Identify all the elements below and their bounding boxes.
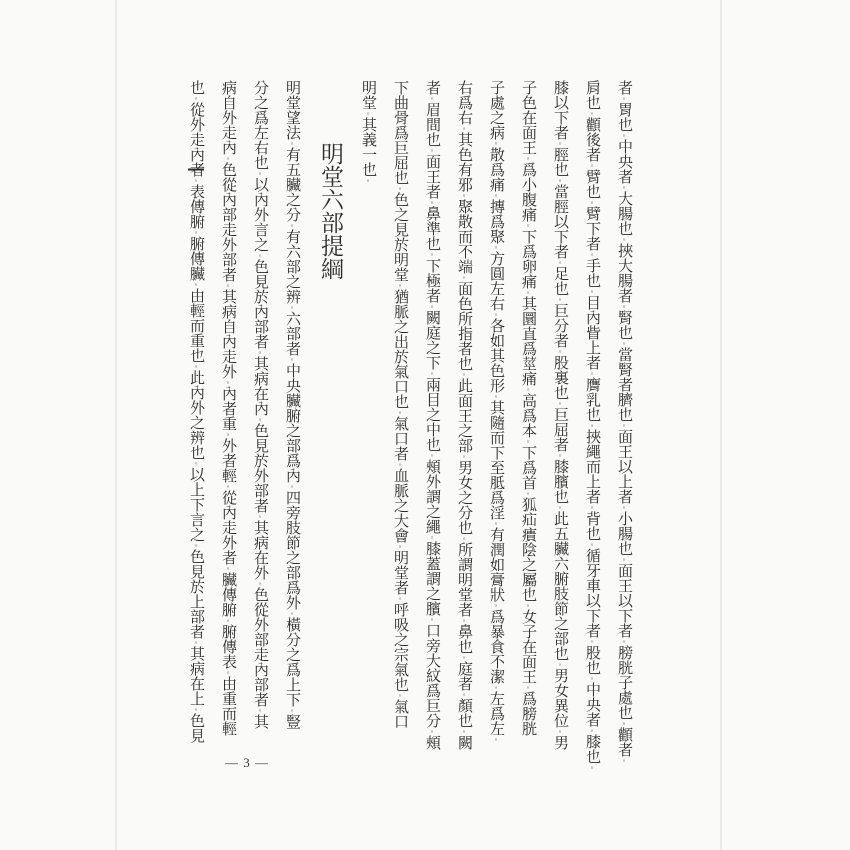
text-column: 明堂望法。有五臟之分。有六部之辨。六部者。中央臟腑之部爲內。四旁肢節之部爲外。橫分之爲上下。豎 (284, 80, 300, 729)
text-column: 者。胃也。中央者。大腸也。挾大腸者。腎也。當腎者臍也。面王以上者。小腸也。面王以下者。膀胱子處也。顴者。 (616, 80, 632, 764)
column-text: 。表傳腑。腑傳臟。由輕而重也。此內外之辨也。以上下言之。色見於上部者。其病在上。色見 (188, 177, 204, 743)
text-column: 肩也。顴後者。臂也。臂下者。手也。目內眥上者。膺乳也。挾繩而上者。背也。循牙車以下者。股也。中央者。膝也。 (584, 80, 600, 771)
column-text: 也。從外走內 (188, 80, 204, 162)
text-column: 下曲骨爲巨屈也。色之見於明堂。猶脈之出於氣口也。氣口者。血脈之大會。明堂者。呼吸之宗氣也。氣口 (392, 80, 408, 729)
text-column: 分之爲左右也。以內外言之。色見於內部者。其病在內。色見於外部者。其病在外。色從外部走內部者。其 (252, 80, 268, 729)
text-column: 明堂。其義一也。 (360, 80, 376, 184)
page-number: — 3 — (225, 755, 269, 770)
vertical-text-block (180, 80, 640, 792)
text-column: 者。眉間也。面王者。鼻準也。下極者。闕庭之下。兩目之中也。頰外謂之繩。膝蓋謂之臏。口旁大紋爲巨分。頰 (424, 80, 440, 750)
corrected-char: 者 (188, 162, 204, 177)
page-edge-shadow-right (720, 0, 722, 850)
page-edge-shadow-left (115, 0, 117, 850)
text-column: 膝以下者。脛也。當脛以下者。足也。巨分者。股裏也。巨屈者。膝臏也。此五臟六腑肢節之部也。男女異位。男 (552, 80, 568, 750)
text-column: 病自外走內。色從內部走外部者。其病自內走外。內者重。外者輕。從內走外者。臟傳腑。腑傳表。由重而輕 (220, 80, 236, 736)
text-column: 右爲右。其色有邪。聚散而不端。面色所指者也。此面王之部。男女之分也。所謂明堂者。鼻也。庭者。顏也。闕 (456, 80, 472, 750)
text-column (180, 80, 212, 792)
text-column: 子處之病。散爲痛。摶爲聚。方圓左右。各如其色形。其隨而下至胝爲淫。有潤如膏狀。爲暴食不潔。左爲左。 (488, 80, 504, 743)
section-heading: 明堂六部提綱 (318, 142, 343, 280)
text-column: 子色在面王。爲小腹痛。下爲卵痛。其圜直爲莖痛。高爲本。下爲首。狐疝㿉陰之屬也。女子在面王。爲膀胱 (520, 80, 536, 736)
